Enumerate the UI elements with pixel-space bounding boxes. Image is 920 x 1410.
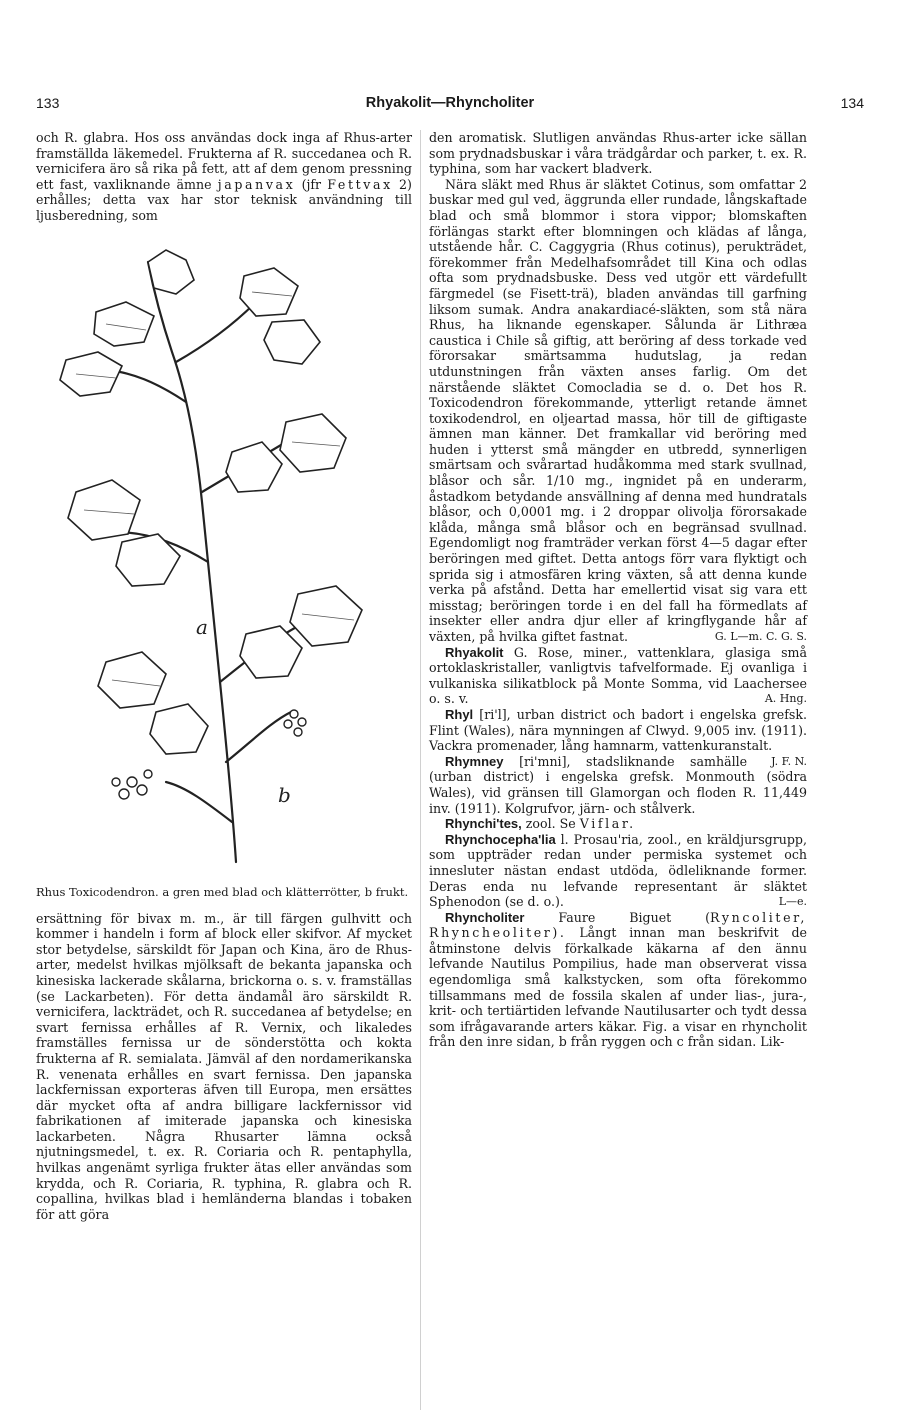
headword: Rhyncholiter — [445, 909, 525, 925]
entry-body: l. Prosau'ria, zool., en kräldjursgrupp, som uppträder redan under permiska systemet och innesluter nästan endast utdöda, ödleliknande former. Deras enda nu lefvande representant är släktet Sphenodon (se d. o.). — [429, 831, 807, 910]
entry-rhynchites — [429, 816, 807, 832]
headword: Rhynchi'tes, — [445, 816, 522, 832]
entry-body: [ri'l], urban district och badort i engelska grefsk. Flint (Wales), nära mynningen af Clwyd. 9,005 inv. (1911). Vackra promenader, lång hamnarm, vattenkuranstalt. — [429, 706, 807, 754]
fruit-berry — [284, 720, 292, 728]
leaf-lower-right-2 — [240, 626, 302, 678]
left-paragraph-2: ersättning för bivax m. m., är till färgen gulhvitt och kommer i handeln i form af block eller skifvor. Af mycket stor betydelse, särskildt för Japan och Kina, äro de Rhus-arter, medelst hvilkas mjölksaft de bekanta japanska och kinesiska lackerade skålarna, brickorna o. s. v. framställas (se Lackarbeten). För detta ändamål äro särskildt R. vernicifera, lackträdet, och R. succedanea af betydelse; en svart fernissa erhålles af R. Vernix, och likaledes framställes fernissa ur de sönderstötta och kokta frukterna af R. semialata. Jämväl af den nordamerikanska R. venenata erhålles en svart fernissa. Den japanska lackfernissan exporteras äfven till Europa, men ersättes där mycket ofta af andra billigare lackfernissor vid fabrikationen af imiterade japanska och kinesiska lackarbeten. Några Rhusarter lämna också njutningsmedel, t. ex. R. Coriaria och R. pentaphylla, hvilkas angenämt syrliga frukter ätas eller användas som krydda, och R. Coriaria, R. typhina, R. glabra och R. copallina, hvilkas blad i hemländerna blandas i tobaken för att göra — [36, 910, 412, 1222]
fruit-berry — [127, 777, 137, 787]
page-header — [36, 95, 864, 117]
entry-body: [ri'mni], stadsliknande samhälle (urban district) i engelska grefsk. Monmouth (södra Wales), vid gränsen till Glamorgan och floden R. 11,449 inv. (1911). Kolgrufvor, järn- och stålverk. — [429, 753, 807, 816]
leaf-mid-left-1 — [68, 480, 140, 540]
page-number-left: 133 — [36, 95, 60, 111]
column-divider — [420, 130, 421, 1410]
left-para1-end: 2) erhålles; detta vax har stor teknisk användning till ljusberedning, som — [36, 176, 412, 223]
leaf-top — [148, 250, 194, 294]
fruit-berry — [144, 770, 152, 778]
fruit-berry — [294, 728, 302, 736]
entry-body: Långt innan man beskrifvit de åtminstone delvis förkalkade käkarna af den ännu lefvande Nautilus Pompilius, hade man observerat vissa egendomliga små kalkstycken, som ofta förekommo tillsammans med de fossila skalen af under lias-, jura-, krit- och tertiärtiden lefvande Nautilusarter och tydt dessa som ifrågavarande arters käkar. Fig. a visar en rhyncholit från den inre sidan, b från ryggen och c från sidan. Lik- — [429, 925, 807, 1050]
fruit-berry — [112, 778, 120, 786]
entry-body: G. Rose, miner., vattenklara, glasiga små ortoklaskristaller, vanligtvis tafvelformade. Ej ovanliga i vulkaniska silikatblock på Monte Somma, vid Laachersee o. s. v. — [429, 644, 807, 707]
left-paragraph-1 — [36, 130, 412, 224]
figure-caption: Rhus Toxicodendron. a gren med blad och klätterrötter, b frukt. — [36, 884, 409, 899]
leaf-upper-left-2 — [60, 352, 122, 396]
right-column — [429, 130, 807, 1050]
leaf-lower-left-2 — [150, 704, 208, 754]
left-column — [36, 130, 412, 1222]
branch-fruit — [226, 712, 291, 762]
signature: L—e. — [778, 895, 807, 909]
left-para1-text: och R. glabra. Hos oss användas dock inga af Rhus-arter framställda läkemedel. Frukterna af R. succedanea och R. vernicifera äro så rika på fett, att af dem genom pressning ett fast, vaxliknande ämne — [36, 130, 412, 192]
right-paragraph-1: den aromatisk. Slutligen användas Rhus-arter icke sällan som prydnadsbuskar i våra trädgårdar och parker, t. ex. R. typhina, som har vackert bladverk. — [429, 130, 807, 177]
headword: Rhymney — [445, 753, 504, 769]
figure-label-b: b — [278, 782, 291, 807]
fruit-berry — [290, 710, 298, 718]
leaf-upper-left-1 — [94, 302, 154, 346]
entry-rhyncholiter — [429, 910, 807, 1050]
leaf-upper-right-1 — [240, 268, 298, 316]
term-fettvax: Fettvax — [327, 176, 393, 192]
leaf-upper-right-2 — [264, 320, 320, 364]
cross-reference: Viflar. — [579, 816, 636, 832]
branch-lower-left — [166, 782, 232, 822]
page-number-right: 134 — [840, 95, 864, 111]
headword: Rhyakolit — [445, 644, 504, 660]
fruit-berry — [119, 789, 129, 799]
right-paragraph-2 — [429, 177, 807, 645]
signature: J. F. N. — [771, 754, 807, 768]
entry-body: Faure Biguet ( — [558, 909, 711, 925]
leaf-lower-left-1 — [98, 652, 166, 708]
signature: G. L—m. C. G. S. — [714, 630, 807, 643]
figure-label-a: a — [196, 614, 208, 639]
term-rhyncheoliter: Rhyncheoliter). — [429, 925, 567, 941]
entry-rhynchocephalia — [429, 832, 807, 910]
left-para1-mid: (jfr — [301, 176, 322, 192]
branch-right-upper — [176, 302, 256, 362]
entry-body: zool. Se — [525, 816, 576, 832]
term-japanvax: japanvax — [217, 176, 296, 192]
running-title: Rhyakolit—Rhyncholiter — [365, 95, 535, 111]
entry-rhyakolit — [429, 645, 807, 707]
rhus-illustration — [36, 242, 412, 882]
fruit-berry — [137, 785, 147, 795]
headword: Rhyl — [445, 706, 474, 722]
cotinus-text: Nära släkt med Rhus är släktet Cotinus, som omfattar 2 buskar med gul ved, äggrunda eller rundade, långskaftade blad och små blommor i stora vippor; blomskaften förlängas starkt efter blomningen och klädas af långa, utstående hår. C. Caggygria (Rhus cotinus), perukträdet, förekommer från Medelhafsområdet till Kina och odlas ofta som prydnadsbuske. Dess ved utgör ett värdefullt färgmedel (se Fisett-trä), bladen användas till garfning liksom sumak. Andra anakardiacé-släkten, som stå nära Rhus, ha liknande egenskaper. Sålunda är Lithræa caustica i Chile så giftig, att beröring af dess torkade ved förorsakar smärtsamma hudutslag, ja redan utdunstningen från växten anses farlig. Om det närstående släktet Comocladia se d. o. Det hos R. Toxicodendron förekommande, ytterligt retande ämnet toxikodendrol, en oljeartad massa, hör till de giftigaste ämnen man känner. Det framkallar vid beröring med huden i ytterst små mängder en utbredd, synnerligen smärtsam och svårartad hudåkomma med stark svullnad, blåsor och sår. 1/10 mg., ingnidet på en underarm, åstadkom betydande ansvällning af denna med hundratals blåsor, och 0,0001 mg. i 2 droppar olivolja förorsakade klåda, många små blåsor och en begränsad svullnad. Egendomligt nog framträder verkan först 4—5 dagar efter beröringen med giftet. Detta antogs förr vara flyktigt och sprida sig i atmosfären kring växten, så att denna kunde verka på afstånd. Detta har emellertid visat sig vara ett misstag; beröringen torde i en del fall ha förmedlats af insekter eller andra djur eller af kringflygande hår af växten, på hvilka giftet fastnat. — [429, 176, 807, 644]
leaf-lower-right-1 — [290, 586, 362, 646]
rhus-drawing — [36, 242, 412, 882]
headword: Rhynchocepha'lia — [445, 831, 556, 847]
signature: A. Hng. — [764, 692, 807, 706]
fruit-berry — [298, 718, 306, 726]
leaf-mid-right-1 — [280, 414, 346, 472]
term-ryncoliter: Ryncoliter, — [710, 909, 807, 925]
